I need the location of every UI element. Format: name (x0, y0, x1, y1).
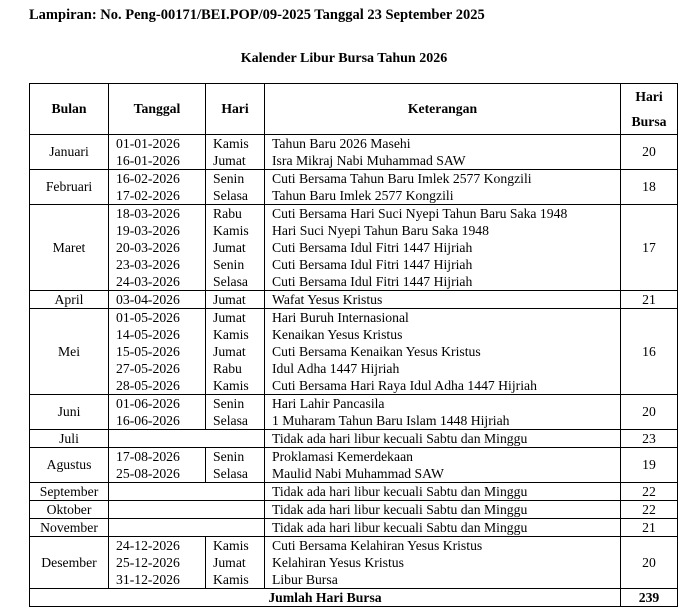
description-cell (265, 537, 621, 589)
table-row (30, 170, 678, 205)
trading-days-cell: 16 (621, 309, 678, 395)
holiday-date: 25-08-2026 (116, 466, 180, 481)
day-cell (206, 309, 265, 395)
column-header-bulan: Bulan (30, 84, 109, 135)
holiday-description: Kelahiran Yesus Kristus (272, 555, 404, 570)
empty-date-day-cell (109, 519, 265, 537)
holiday-description: Idul Adha 1447 Hijriah (272, 361, 400, 376)
holiday-description: Hari Suci Nyepi Tahun Baru Saka 1948 (272, 223, 489, 238)
holiday-description: Tahun Baru 2026 Masehi (272, 136, 411, 151)
holiday-description: Tidak ada hari libur kecuali Sabtu dan Minggu (272, 484, 528, 499)
description-cell (265, 291, 621, 309)
month-cell: Januari (30, 135, 109, 170)
column-header-tanggal: Tanggal (109, 84, 206, 135)
holiday-calendar-table (29, 83, 678, 607)
date-cell (109, 170, 206, 205)
holiday-description: Cuti Bersama Idul Fitri 1447 Hijriah (272, 240, 473, 255)
description-cell (265, 395, 621, 430)
description-cell (265, 430, 621, 448)
holiday-description: Tidak ada hari libur kecuali Sabtu dan Minggu (272, 520, 528, 535)
holiday-description: Cuti Bersama Idul Fitri 1447 Hijriah (272, 257, 473, 272)
trading-days-cell: 17 (621, 205, 678, 291)
holiday-description: Hari Buruh Internasional (272, 310, 409, 325)
holiday-description: Cuti Bersama Kenaikan Yesus Kristus (272, 344, 481, 359)
holiday-day: Jumat (213, 292, 246, 307)
table-row (30, 519, 678, 537)
total-label: Jumlah Hari Bursa (30, 589, 621, 607)
empty-date-day-cell (109, 483, 265, 501)
holiday-day: Rabu (213, 206, 242, 221)
description-cell (265, 309, 621, 395)
holiday-day: Kamis (213, 378, 249, 393)
holiday-date: 31-12-2026 (116, 572, 180, 587)
holiday-day: Senin (213, 396, 245, 411)
hari-bursa-label-line1: Hari (635, 89, 663, 104)
holiday-date: 16-06-2026 (116, 413, 180, 428)
trading-days-cell: 21 (621, 291, 678, 309)
holiday-description: Isra Mikraj Nabi Muhammad SAW (272, 153, 466, 168)
table-row (30, 537, 678, 589)
holiday-description: Cuti Bersama Kelahiran Yesus Kristus (272, 538, 483, 553)
holiday-date: 01-05-2026 (116, 310, 180, 325)
description-cell (265, 448, 621, 483)
holiday-date: 17-08-2026 (116, 449, 180, 464)
month-cell: Desember (30, 537, 109, 589)
description-cell (265, 519, 621, 537)
trading-days-cell: 20 (621, 395, 678, 430)
holiday-day: Selasa (213, 413, 248, 428)
holiday-description: Cuti Bersama Idul Fitri 1447 Hijriah (272, 274, 473, 289)
holiday-day: Selasa (213, 466, 248, 481)
date-cell (109, 291, 206, 309)
table-row (30, 430, 678, 448)
holiday-date: 16-01-2026 (116, 153, 180, 168)
holiday-date: 23-03-2026 (116, 257, 180, 272)
date-cell (109, 205, 206, 291)
holiday-day: Kamis (213, 538, 249, 553)
description-cell (265, 135, 621, 170)
column-header-hari-bursa (621, 84, 678, 135)
holiday-description: Cuti Bersama Tahun Baru Imlek 2577 Kongzili (272, 171, 532, 186)
holiday-day: Kamis (213, 572, 249, 587)
holiday-date: 15-05-2026 (116, 344, 180, 359)
day-cell (206, 291, 265, 309)
day-cell (206, 537, 265, 589)
date-cell (109, 395, 206, 430)
month-cell: April (30, 291, 109, 309)
description-cell (265, 170, 621, 205)
month-cell: Agustus (30, 448, 109, 483)
month-cell: Juni (30, 395, 109, 430)
date-cell (109, 309, 206, 395)
holiday-day: Kamis (213, 223, 249, 238)
day-cell (206, 448, 265, 483)
day-cell (206, 170, 265, 205)
holiday-date: 01-06-2026 (116, 396, 180, 411)
holiday-day: Kamis (213, 136, 249, 151)
holiday-day: Jumat (213, 153, 246, 168)
trading-days-cell: 22 (621, 483, 678, 501)
holiday-description: Tidak ada hari libur kecuali Sabtu dan Minggu (272, 431, 528, 446)
holiday-description: Cuti Bersama Hari Raya Idul Adha 1447 Hijriah (272, 378, 537, 393)
trading-days-cell: 21 (621, 519, 678, 537)
holiday-date: 16-02-2026 (116, 171, 180, 186)
hari-bursa-label-line2: Bursa (631, 114, 667, 129)
empty-date-day-cell (109, 501, 265, 519)
holiday-date: 01-01-2026 (116, 136, 180, 151)
holiday-date: 20-03-2026 (116, 240, 180, 255)
holiday-description: Hari Lahir Pancasila (272, 396, 385, 411)
empty-date-day-cell (109, 430, 265, 448)
table-row (30, 395, 678, 430)
date-cell (109, 135, 206, 170)
month-cell: Maret (30, 205, 109, 291)
trading-days-cell: 20 (621, 135, 678, 170)
holiday-day: Kamis (213, 327, 249, 342)
holiday-date: 14-05-2026 (116, 327, 180, 342)
document-title: Kalender Libur Bursa Tahun 2026 (240, 51, 448, 66)
month-cell: Februari (30, 170, 109, 205)
table-row (30, 501, 678, 519)
month-cell: Oktober (30, 501, 109, 519)
holiday-day: Rabu (213, 361, 242, 376)
holiday-date: 03-04-2026 (116, 292, 180, 307)
holiday-description: Libur Bursa (272, 572, 338, 587)
holiday-date: 17-02-2026 (116, 188, 180, 203)
holiday-day: Jumat (213, 344, 246, 359)
table-row (30, 205, 678, 291)
holiday-description: 1 Muharam Tahun Baru Islam 1448 Hijriah (272, 413, 510, 428)
day-cell (206, 135, 265, 170)
holiday-date: 28-05-2026 (116, 378, 180, 393)
date-cell (109, 537, 206, 589)
table-row (30, 483, 678, 501)
attachment-header: Lampiran: No. Peng-00171/BEI.POP/09-2025 Tanggal 23 September 2025 (29, 7, 485, 23)
column-header-keterangan: Keterangan (265, 84, 621, 135)
total-value: 239 (621, 589, 678, 607)
table-row (30, 291, 678, 309)
holiday-description: Wafat Yesus Kristus (272, 292, 383, 307)
table-row (30, 309, 678, 395)
holiday-description: Kenaikan Yesus Kristus (272, 327, 403, 342)
holiday-date: 18-03-2026 (116, 206, 180, 221)
table-header-row (30, 84, 678, 135)
holiday-day: Selasa (213, 274, 248, 289)
trading-days-cell: 18 (621, 170, 678, 205)
month-cell: Mei (30, 309, 109, 395)
holiday-day: Senin (213, 171, 245, 186)
holiday-date: 24-12-2026 (116, 538, 180, 553)
holiday-day: Jumat (213, 555, 246, 570)
trading-days-cell: 23 (621, 430, 678, 448)
day-cell (206, 395, 265, 430)
holiday-description: Maulid Nabi Muhammad SAW (272, 466, 444, 481)
holiday-description: Cuti Bersama Hari Suci Nyepi Tahun Baru Saka 1948 (272, 206, 568, 221)
holiday-description: Proklamasi Kemerdekaan (272, 449, 414, 464)
holiday-date: 25-12-2026 (116, 555, 180, 570)
trading-days-cell: 22 (621, 501, 678, 519)
month-cell: November (30, 519, 109, 537)
holiday-day: Senin (213, 257, 245, 272)
description-cell (265, 483, 621, 501)
holiday-description: Tidak ada hari libur kecuali Sabtu dan Minggu (272, 502, 528, 517)
holiday-description: Tahun Baru Imlek 2577 Kongzili (272, 188, 454, 203)
total-row (30, 589, 678, 607)
holiday-date: 24-03-2026 (116, 274, 180, 289)
table-row (30, 448, 678, 483)
description-cell (265, 205, 621, 291)
holiday-day: Senin (213, 449, 245, 464)
month-cell: Juli (30, 430, 109, 448)
column-header-hari: Hari (206, 84, 265, 135)
trading-days-cell: 20 (621, 537, 678, 589)
holiday-day: Jumat (213, 240, 246, 255)
date-cell (109, 448, 206, 483)
trading-days-cell: 19 (621, 448, 678, 483)
holiday-date: 27-05-2026 (116, 361, 180, 376)
holiday-date: 19-03-2026 (116, 223, 180, 238)
day-cell (206, 205, 265, 291)
month-cell: September (30, 483, 109, 501)
holiday-day: Selasa (213, 188, 248, 203)
description-cell (265, 501, 621, 519)
holiday-day: Jumat (213, 310, 246, 325)
table-row (30, 135, 678, 170)
